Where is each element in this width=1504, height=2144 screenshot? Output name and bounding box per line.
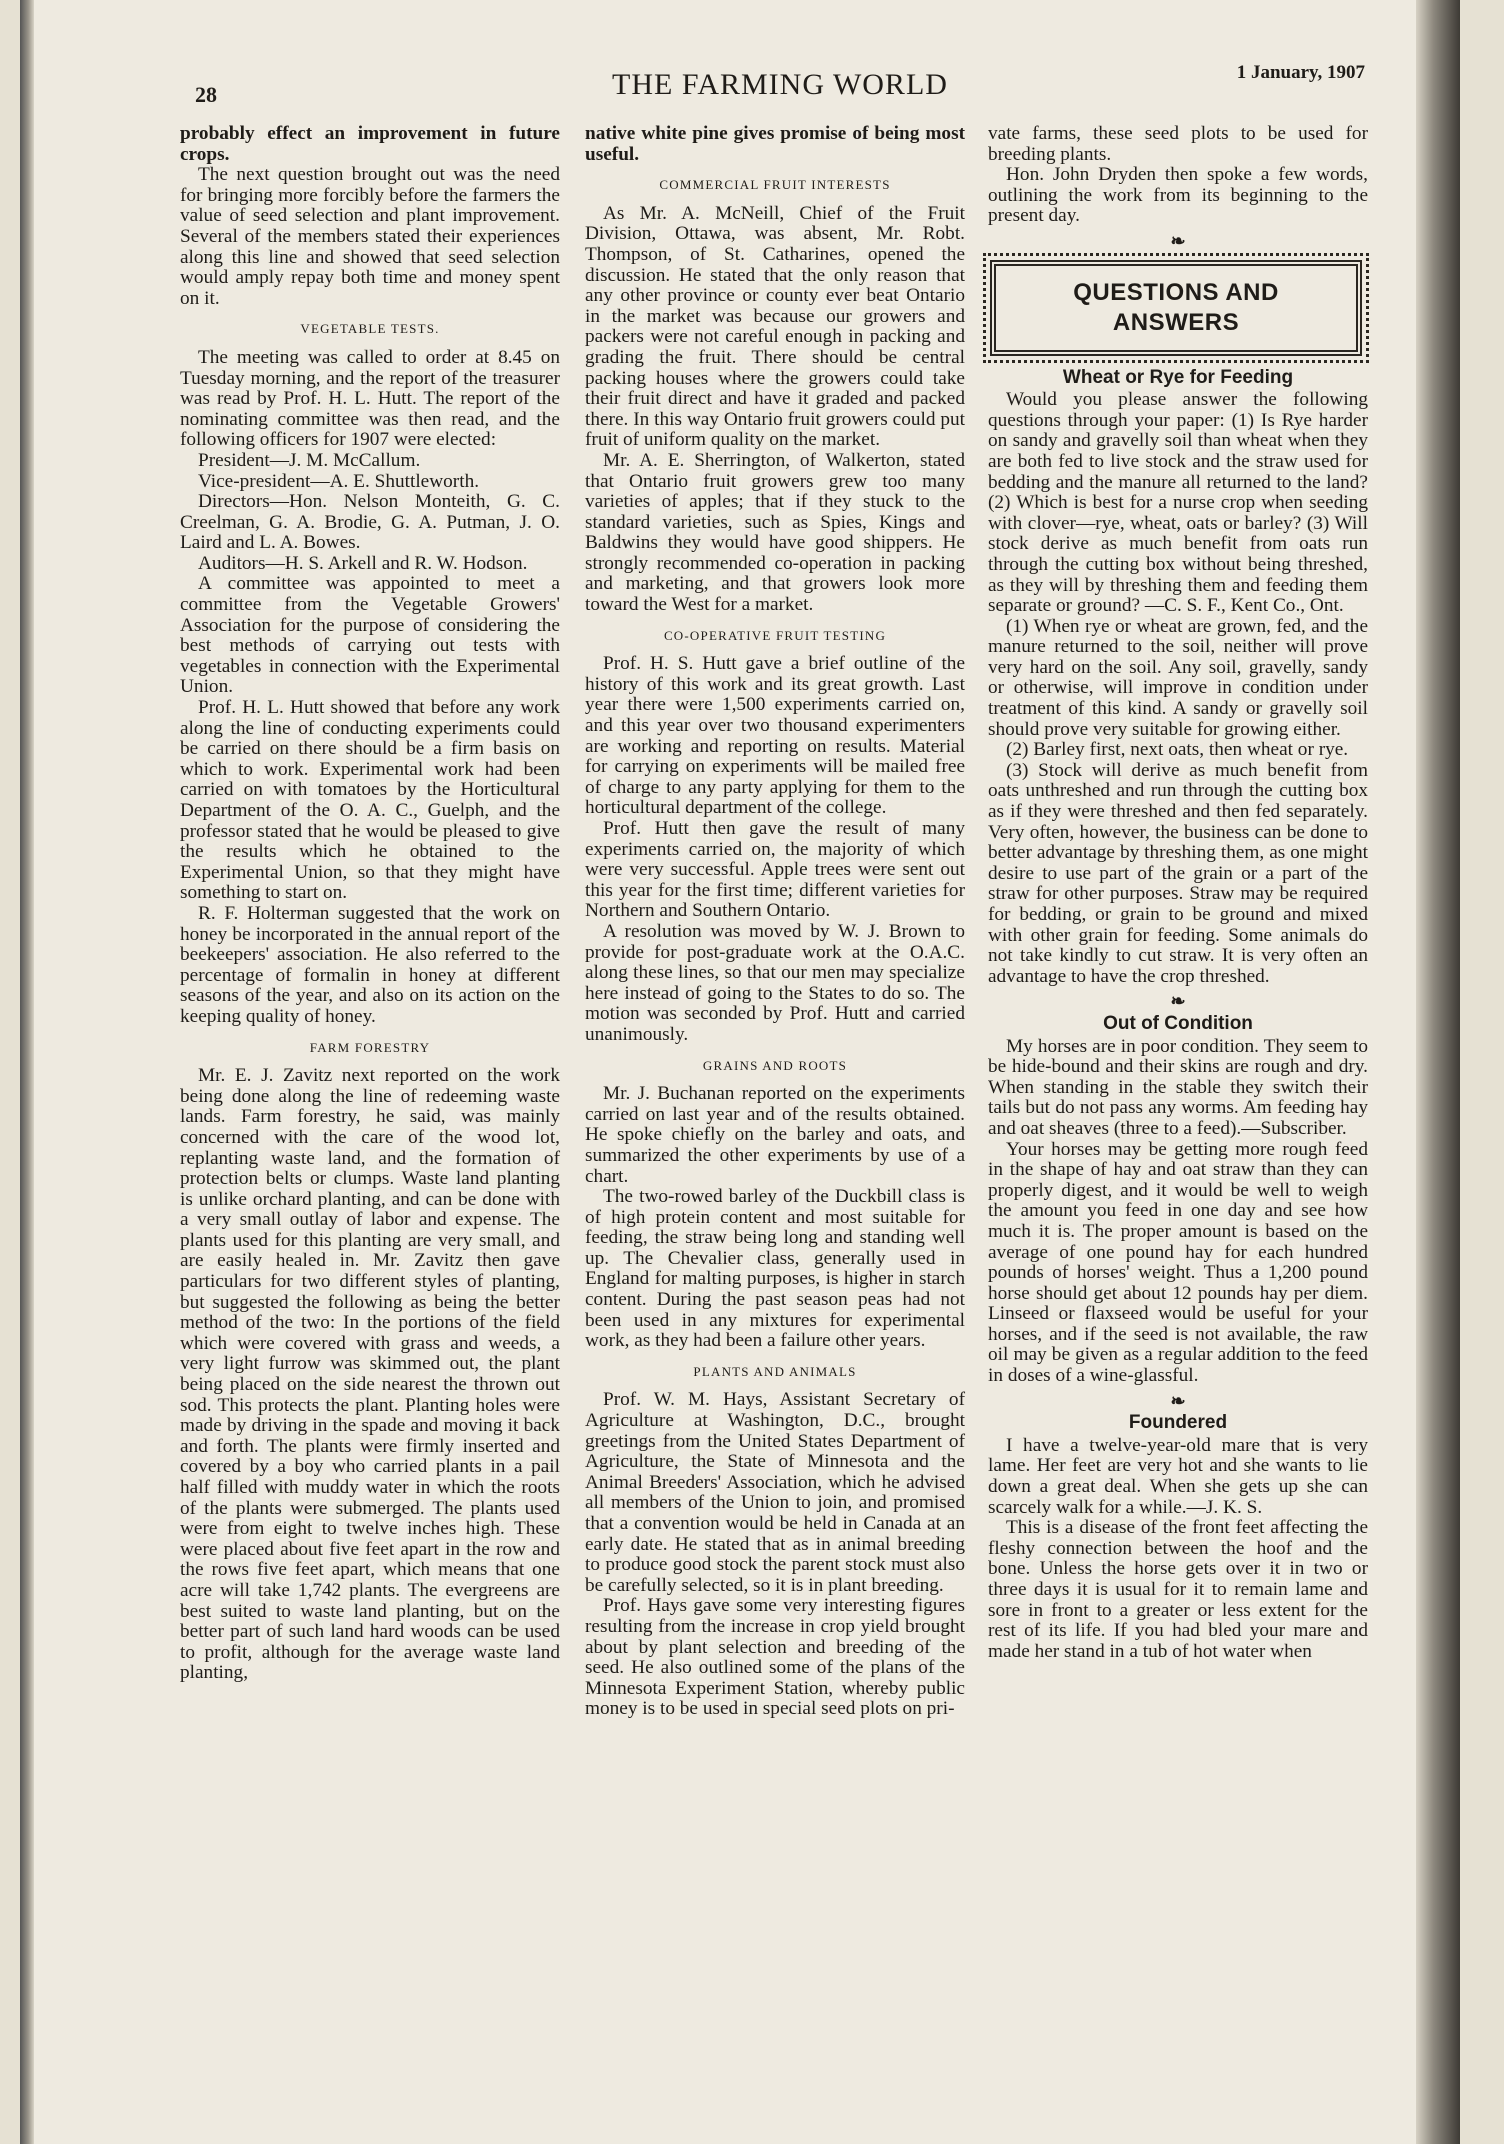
question-heading-out-of-condition: Out of Condition xyxy=(1103,1012,1253,1034)
paragraph: R. F. Holterman suggested that the work on honey be incorporated in the annual report of the beekeepers' association. He also referred to the percentage of formalin in honey at different seasons of the year, and also on its action on the keeping quality of honey. xyxy=(180,902,560,1027)
column-3 xyxy=(988,124,1368,1662)
paragraph: native white pine gives promise of being most useful. xyxy=(585,123,965,165)
paragraph: President—J. M. McCallum. xyxy=(198,449,421,471)
issue-date: 1 January, 1907 xyxy=(1236,62,1365,83)
paragraph: A resolution was moved by W. J. Brown to provide for post-graduate work at the O.A.C. along these lines, so that our men may specialize here instead of going to the States to do so. The motion was seconded by Prof. Hutt and carried unanimously. xyxy=(585,920,965,1045)
page-edge xyxy=(1416,0,1460,2144)
paragraph: As Mr. A. McNeill, Chief of the Fruit Division, Ottawa, was absent, Mr. Robt. Thompson, of St. Catharines, opened the discussion. He stated that the only reason that any other province or county ever beat Ontario in the market was because our growers and packers were not careful enough in packing and grading the fruit. There should be central packing houses where the growers could take their fruit direct and have it graded and packed there. In this way Ontario fruit growers could put fruit of uniform quality on the market. xyxy=(585,202,965,451)
column-1 xyxy=(180,124,560,1684)
ornament-icon: ❧ xyxy=(1170,991,1186,1012)
paragraph: The two-rowed barley of the Duckbill class is of high protein content and most suitable for feeding, the straw being long and standing well up. The Chevalier class, generally used in England for malting purposes, is higher in starch content. During the past season peas had not been used in any mixtures for experimental work, as they had been a failure other years. xyxy=(585,1186,965,1352)
paragraph: My horses are in poor condition. They seem to be hide-bound and their skins are rough and dry. When standing in the stable they switch their tails but do not pass any worms. Am feeding hay and oat sheaves (three to a feed).—Subscriber. xyxy=(988,1035,1368,1139)
paragraph: Would you please answer the following questions through your paper: (1) Is Rye harder on sandy and gravelly soil than wheat when they are both fed to live stock and the straw used for bedding and the manure all returned to the land? (2) Which is best for a nurse crop when seeding with clover—rye, wheat, oats or barley? (3) Will stock derive as much benefit from oats run through the cutting box without being threshed, as they will by threshing them and feeding them separate or ground? —C. S. F., Kent Co., Ont. xyxy=(988,389,1368,617)
banner-title-line: ANSWERS xyxy=(1112,308,1240,336)
section-heading-cooperative-fruit-testing: CO-OPERATIVE FRUIT TESTING xyxy=(663,627,887,643)
banner-title xyxy=(1073,278,1279,338)
questions-and-answers-banner xyxy=(990,260,1362,356)
ornament-icon: ❧ xyxy=(1170,230,1186,251)
paragraph: (3) Stock will derive as much benefit from oats unthreshed and run through the cutting box as if they were threshed and then fed separately. Very often, however, the business can be done to better advantage by threshing them, as one might desire to use part of the grain or a part of the straw for other purposes. Straw may be required for bedding, or grain to be ground and mixed with other grain for feeding. Some animals do not take kindly to cut straw. It is very often an advantage to have the crop threshed. xyxy=(988,759,1368,987)
paragraph: vate farms, these seed plots to be used for breeding plants. xyxy=(988,123,1368,165)
page xyxy=(20,0,1460,2144)
paragraph: A committee was appointed to meet a committee from the Vegetable Growers' Association for the purpose of considering the best methods of carrying out tests with vegetables in connection with the Experimental Union. xyxy=(180,573,560,698)
paragraph: Directors—Hon. Nelson Monteith, G. C. Creelman, G. A. Brodie, G. A. Putman, J. O. Laird and L. A. Bowes. xyxy=(180,491,560,554)
binding-gutter xyxy=(20,0,34,2144)
paragraph: The next question brought out was the need for bringing more forcibly before the farmers the value of seed selection and plant improvement. Several of the members stated their experiences along this line and showed that seed selection would amply repay both time and money spent on it. xyxy=(180,164,560,309)
paragraph: Prof. H. S. Hutt gave a brief outline of the history of this work and its great growth. Last year there were 1,500 experiments carried on, and this year over two thousand experimenters are working and reporting on results. Material for carrying on experiments will be mailed free of charge to any party applying for them to the horticultural department of the college. xyxy=(585,653,965,819)
page-number: 28 xyxy=(195,82,217,107)
paragraph: Prof. Hays gave some very interesting figures resulting from the increase in crop yield brought about by plant selection and breeding of the seed. He also outlined some of the plans of the Minnesota Experiment Station, whereby public money is to be used in special seed plots on pri- xyxy=(585,1595,965,1720)
paragraph: Mr. A. E. Sherrington, of Walkerton, stated that Ontario fruit growers grew too many varieties of apples; that if they stuck to the standard varieties, such as Spies, Kings and Baldwins they would have good shippers. He strongly recommended co-operation in packing and marketing, and that growers look more toward the West for a market. xyxy=(585,449,965,616)
paragraph: probably effect an improvement in future crops. xyxy=(180,123,560,165)
paragraph: The meeting was called to order at 8.45 on Tuesday morning, and the report of the treasurer was read by Prof. H. L. Hutt. The report of the nominating committee was then read, and the following officers for 1907 were elected: xyxy=(180,346,560,451)
page-header xyxy=(195,62,1365,112)
paragraph: (1) When rye or wheat are grown, fed, and the manure returned to the soil, neither will prove very hard on the soil. Any soil, gravelly, sandy or otherwise, will improve in condition under treatment of this kind. A sandy or gravelly soil should prove very suitable for growing either. xyxy=(988,615,1368,740)
paragraph: Mr. E. J. Zavitz next reported on the work being done along the line of redeeming waste lands. Farm forestry, he said, was mainly concerned with the care of the wood lot, replanting waste land, and the formation of protection belts or clumps. Waste land planting is unlike orchard planting, and can be done with a very small outlay of labor and expense. The plants used for this planting are very small, and are easily healed in. Mr. Zavitz then gave particulars for two different styles of planting, but suggested the following as being the better method of the two: In the portions of the field which were covered with grass and weeds, a very light furrow was skimmed out, the plant being placed on the side nearest the thrown out sod. This protects the plant. Planting holes were made by driving in the spade and moving it back and forth. The plants were firmly inserted and covered by a boy who carried plants in a pail half filled with muddy water in which the roots of the plants were submerged. The plants used were from eight to twelve inches high. These were placed about five feet apart in the row and the rows five feet apart, which means that one acre will take 1,742 plants. The evergreens are best suited to waste land planting, but on the better part of such land hard woods can be used to profit, although for the average waste land planting, xyxy=(180,1065,560,1684)
paragraph: Prof. H. L. Hutt showed that before any work along the line of conducting experiments could be carried on there should be a firm basis on which to work. Experimental work had been carried on with tomatoes by the Horticultural Department of the O. A. C., Guelph, and the professor stated that he would be pleased to give the results which he obtained to the Experimental Union, so that they might have something to start on. xyxy=(180,697,560,904)
section-heading-plants-and-animals: PLANTS AND ANIMALS xyxy=(693,1363,857,1379)
banner-title-line: QUESTIONS AND xyxy=(1073,278,1279,306)
paragraph: I have a twelve-year-old mare that is very lame. Her feet are very hot and she wants to lie down a great deal. When she gets up she can scarcely walk for a while.—J. K. S. xyxy=(988,1434,1368,1518)
section-heading-farm-forestry: FARM FORESTRY xyxy=(309,1039,431,1055)
paragraph: Mr. J. Buchanan reported on the experiments carried on last year and of the results obtained. He spoke chiefly on the barley and oats, and summarized the other experiments by use of a chart. xyxy=(585,1083,965,1187)
paragraph: This is a disease of the front feet affecting the fleshy connection between the hoof and the bone. Unless the horse gets over it in two or three days it is usual for it to remain lame and sore in front to a greater or less extent for the rest of its life. If you had bled your mare and made her stand in a tub of hot water when xyxy=(988,1517,1368,1662)
section-heading-vegetable-tests: VEGETABLE TESTS. xyxy=(300,321,440,337)
ornament-icon: ❧ xyxy=(1170,1390,1186,1411)
paragraph: Hon. John Dryden then spoke a few words, outlining the work from its beginning to the present day. xyxy=(988,164,1368,227)
question-heading-foundered: Foundered xyxy=(1128,1412,1228,1434)
paragraph: Your horses may be getting more rough feed in the shape of hay and oat straw than they can properly digest, and it would be well to weigh the amount you feed in one day and see how much it is. The proper amount is based on the average of one pound hay for each hundred pounds of horses' weight. Thus a 1,200 pound horse should get about 12 pounds hay per diem. Linseed or flaxseed would be useful for your horses, and if the seed is not available, the raw oil may be given as a regular addition to the feed in doses of a wine-glassful. xyxy=(988,1138,1368,1387)
paragraph: Auditors—H. S. Arkell and R. W. Hodson. xyxy=(198,552,528,574)
paragraph: Prof. Hutt then gave the result of many experiments carried on, the majority of which were very successful. Apple trees were sent out this year for the first time; different varieties for Northern and Southern Ontario. xyxy=(585,818,965,922)
question-heading-wheat-or-rye: Wheat or Rye for Feeding xyxy=(1062,366,1294,388)
paragraph: (2) Barley first, next oats, then wheat or rye. xyxy=(1006,739,1349,761)
paragraph: Vice-president—A. E. Shuttleworth. xyxy=(198,470,480,492)
publication-title: THE FARMING WORLD xyxy=(612,68,948,101)
section-heading-grains-and-roots: GRAINS AND ROOTS xyxy=(702,1057,848,1073)
paragraph: Prof. W. M. Hays, Assistant Secretary of Agriculture at Washington, D.C., brought greetings from the United States Department of Agriculture, the State of Minnesota and the Animal Breeders' Association, which he advised all members of the Union to join, and promised that a convention would be held in Canada at an early date. He stated that as in animal breeding to produce good stock the parent stock must also be carefully selected, so it is in plant breeding. xyxy=(585,1389,965,1596)
section-heading-commercial-fruit: COMMERCIAL FRUIT INTERESTS xyxy=(659,177,891,193)
column-2 xyxy=(585,124,965,1720)
